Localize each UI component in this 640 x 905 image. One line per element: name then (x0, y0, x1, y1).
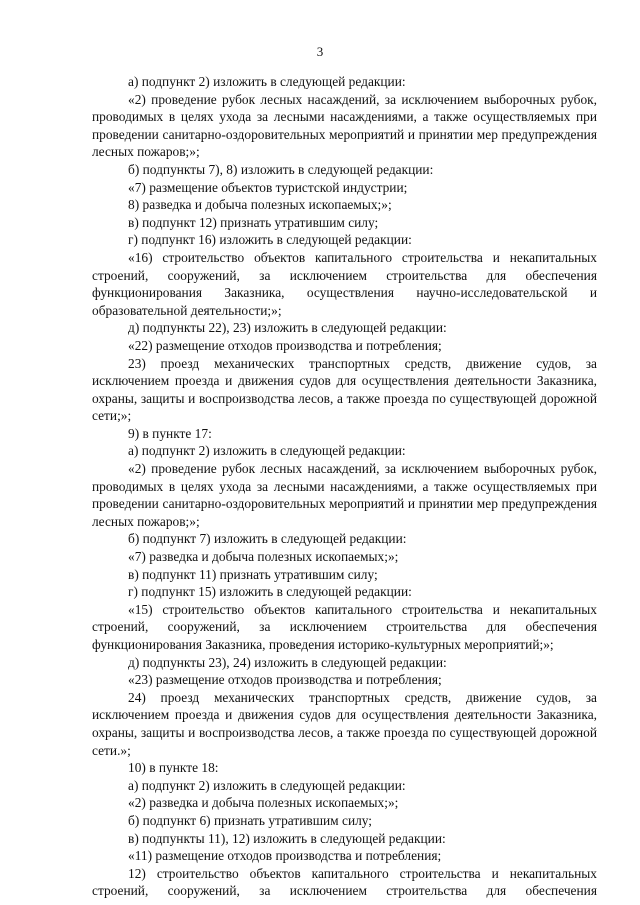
paragraph: 9) в пункте 17: (128, 425, 212, 441)
paragraph: 24) проезд механических транспортных средств, движение судов, за исключением проезда и движения судов для осуществления деятельности Заказника, охраны, защиты и воспроизводства лесов, а также проезда по существующей дорожной сети.»; (92, 689, 597, 758)
page-number: 3 (316, 44, 324, 59)
paragraph: в) подпункты 11), 12) изложить в следующей редакции: (128, 830, 446, 846)
paragraph: б) подпункт 6) признать утратившим силу; (128, 812, 373, 828)
paragraph: а) подпункт 2) изложить в следующей редакции: (128, 777, 406, 793)
paragraph: «2) разведка и добыча полезных ископаемых;»; (128, 795, 399, 811)
paragraph: д) подпункты 23), 24) изложить в следующей редакции: (128, 654, 447, 670)
paragraph: 10) в пункте 18: (128, 760, 219, 776)
paragraph: б) подпункт 7) изложить в следующей редакции: (128, 531, 407, 547)
paragraph: «23) размещение отходов производства и потребления; (128, 672, 442, 688)
paragraph: г) подпункт 16) изложить в следующей редакции: (128, 232, 412, 248)
paragraph: г) подпункт 15) изложить в следующей редакции: (128, 584, 412, 600)
paragraph: «2) проведение рубок лесных насаждений, за исключением выборочных рубок, проводимых в целях ухода за лесными насаждениями, а также осуществляемых при проведении санитарно-оздоровительных мероприятий и принятии мер предупреждения лесных пожаров;»; (92, 91, 597, 160)
paragraph: 8) разведка и добыча полезных ископаемых;»; (128, 197, 392, 213)
paragraph: «7) разведка и добыча полезных ископаемых;»; (128, 549, 399, 565)
document-body (92, 73, 597, 900)
paragraph: 12) строительство объектов капитального строительства и некапитальных строений, сооружений, за исключением строительства для обеспечения (92, 865, 597, 899)
paragraph: «2) проведение рубок лесных насаждений, за исключением выборочных рубок, проводимых в целях ухода за лесными насаждениями, а также осуществляемых при проведении санитарно-оздоровительных мероприятий и принятии мер предупреждения лесных пожаров;»; (92, 461, 597, 529)
paragraph: «11) размещение отходов производства и потребления; (128, 848, 442, 864)
paragraph: «15) строительство объектов капитального строительства и некапитальных строений, сооружений, за исключением строительства для обеспечения функционирования Заказника, проведения историко-культурных мероприятий;»; (92, 601, 597, 652)
paragraph: «22) размещение отходов производства и потребления; (128, 337, 442, 353)
paragraph: в) подпункт 11) признать утратившим силу; (128, 566, 378, 582)
paragraph: 23) проезд механических транспортных средств, движение судов, за исключением проезда и движения судов для осуществления деятельности Заказника, охраны, защиты и воспроизводства лесов, а также проезда по существующей дорожной сети;»; (92, 355, 597, 424)
paragraph: д) подпункты 22), 23) изложить в следующей редакции: (128, 320, 447, 336)
paragraph: а) подпункт 2) изложить в следующей редакции: (128, 443, 406, 459)
paragraph: б) подпункты 7), 8) изложить в следующей редакции: (128, 161, 434, 177)
paragraph: «7) размещение объектов туристской индустрии; (128, 179, 408, 195)
paragraph: «16) строительство объектов капитального строительства и некапитальных строений, сооружений, за исключением строительства для обеспечения функционирования Заказника, осуществления научно-исследовательской и образовательной деятельности;»; (92, 249, 597, 318)
paragraph: а) подпункт 2) изложить в следующей редакции: (128, 74, 406, 89)
paragraph: в) подпункт 12) признать утратившим силу; (128, 214, 379, 230)
